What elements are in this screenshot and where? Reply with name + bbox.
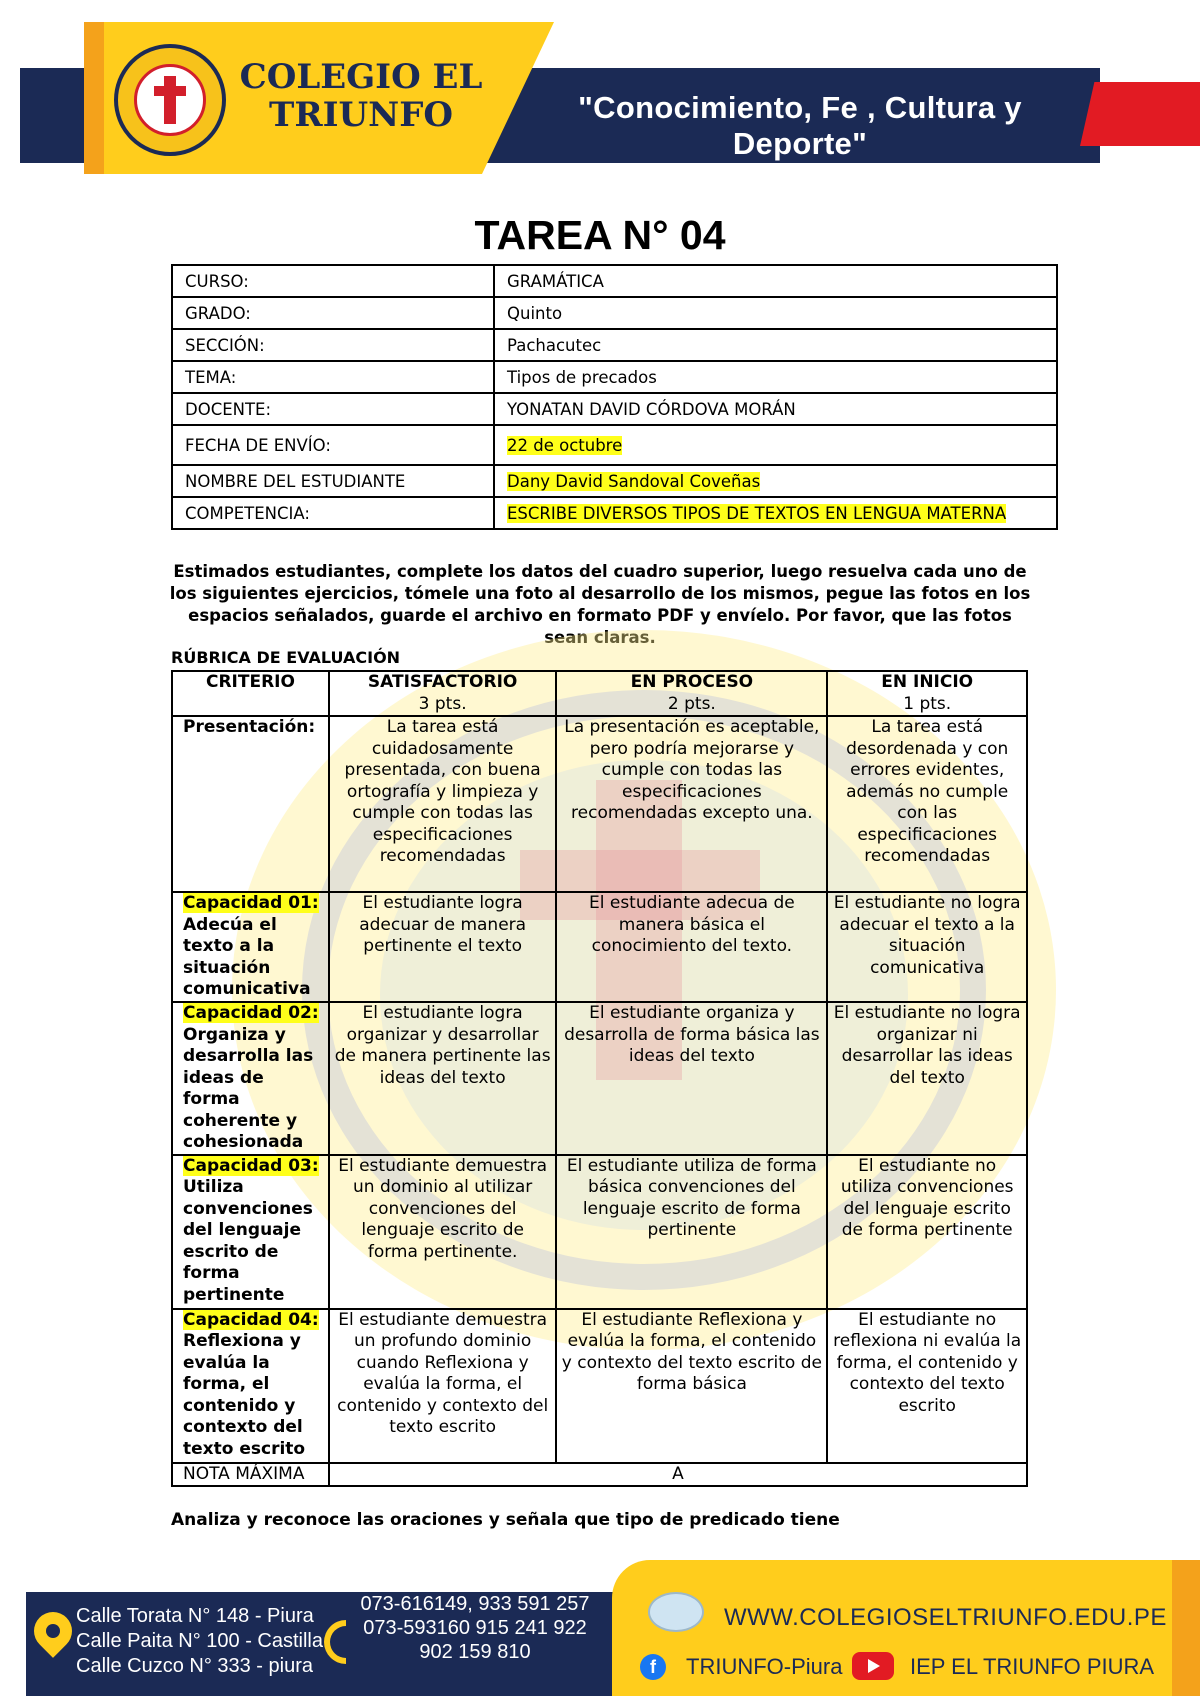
info-row-docente [172, 393, 1057, 425]
phone-line: 966 674 008 [419, 1569, 531, 1591]
info-table [171, 264, 1058, 530]
rubric-table [171, 670, 1028, 1487]
rubric-satisfactorio: El estudiante logra organizar y desarrollar de manera pertinente las ideas del texto [329, 1002, 556, 1155]
rubric-row [172, 1002, 1027, 1155]
capacidad-label: Capacidad 01: [183, 893, 319, 913]
address-line: Calle Paita N° 100 - Castilla [76, 1630, 323, 1652]
rubric-criterio: Presentación: [172, 716, 329, 892]
rubric-proceso: El estudiante adecua de manera básica el conocimiento del texto. [556, 892, 827, 1002]
info-value [494, 497, 1057, 529]
info-row-estudiante [172, 465, 1057, 497]
info-label: NOMBRE DEL ESTUDIANTE [172, 465, 494, 497]
footer-orange-stripe [1172, 1560, 1200, 1696]
instructions-text: Estimados estudiantes, complete los datos del cuadro superior, luego resuelva cada uno de los siguientes ejercicios, tómele una foto al desarrollo de los mismos, pegue las fotos en los espacios señalados, guarde el archivo en formato PDF y envíelo. Por favor, que las fotos sean claras. [169, 562, 1031, 647]
rubric-row [172, 716, 1027, 892]
info-row-competencia [172, 497, 1057, 529]
globe-icon [648, 1592, 704, 1632]
rubric-satisfactorio: La tarea está cuidadosamente presentada, con buena ortografía y limpieza y cumple con todas las especificaciones recomendadas [329, 716, 556, 892]
info-label: TEMA: [172, 361, 494, 393]
school-motto: "Conocimiento, Fe , Cultura y Deporte" [578, 90, 1022, 161]
rubric-satisfactorio: El estudiante demuestra un dominio al utilizar convenciones del lenguaje escrito de forma pertinente. [329, 1155, 556, 1309]
info-row-tema [172, 361, 1057, 393]
youtube-link[interactable]: IEP EL TRIUNFO PIURA [910, 1654, 1155, 1679]
rubric-satisfactorio: El estudiante logra adecuar de manera pertinente el texto [329, 892, 556, 1002]
exercise-instruction: Analiza y reconoce las oraciones y señala que tipo de predicado tiene [171, 1510, 840, 1530]
rubric-nota-row [172, 1463, 1027, 1487]
student-name: Dany David Sandoval Coveñas [507, 471, 761, 491]
info-value: Tipos de precados [494, 361, 1057, 393]
info-label: FECHA DE ENVÍO: [172, 425, 494, 465]
info-label: CURSO: [172, 265, 494, 297]
rubric-criterio: Capacidad 04: Reflexiona y evalúa la forma, el contenido y contexto del texto escrito [172, 1309, 329, 1463]
rubric-row [172, 1155, 1027, 1309]
info-value: Pachacutec [494, 329, 1057, 361]
rubric-criterio: Capacidad 03: Utiliza convenciones del lenguaje escrito de forma pertinente [172, 1155, 329, 1309]
facebook-icon[interactable]: f [640, 1654, 666, 1680]
address-line: Calle Torata N° 148 - Piura [76, 1605, 314, 1627]
rubric-criterio: Capacidad 02: Organiza y desarrolla las ideas de forma coherente y cohesionada [172, 1002, 329, 1155]
phone-line: 073-616149, 933 591 257 [360, 1593, 590, 1615]
info-row-fecha [172, 425, 1057, 465]
info-label: GRADO: [172, 297, 494, 329]
info-label: SECCIÓN: [172, 329, 494, 361]
school-name: COLEGIO EL TRIUNFO [239, 57, 483, 135]
rubric-satisfactorio: El estudiante demuestra un profundo dominio cuando Reflexiona y evalúa la forma, el contenido y contexto del texto escrito [329, 1309, 556, 1463]
rubric-inicio: El estudiante no utiliza convenciones del lenguaje escrito de forma pertinente [827, 1155, 1027, 1309]
phone-line: 902 159 810 [419, 1641, 531, 1663]
competencia-value: ESCRIBE DIVERSOS TIPOS DE TEXTOS EN LENGUA MATERNA [507, 503, 1007, 523]
capacidad-label: Capacidad 02: [183, 1003, 319, 1023]
location-pin-dot [46, 1624, 60, 1638]
rubric-title: RÚBRICA DE EVALUACIÓN [171, 648, 401, 667]
info-value [494, 425, 1057, 465]
rubric-proceso: El estudiante Reflexiona y evalúa la forma, el contenido y contexto del texto escrito de forma básica [556, 1309, 827, 1463]
footer-phones [350, 1568, 600, 1664]
youtube-icon[interactable] [852, 1652, 894, 1680]
rubric-row [172, 1309, 1027, 1463]
col-header-inicio: EN INICIO 1 pts. [827, 671, 1027, 716]
header-red-stripe [1080, 82, 1200, 146]
nota-label: NOTA MÁXIMA [172, 1463, 329, 1487]
rubric-inicio: El estudiante no logra adecuar el texto a la situación comunicativa [827, 892, 1027, 1002]
nota-value: A [329, 1463, 1027, 1487]
info-value: GRAMÁTICA [494, 265, 1057, 297]
rubric-proceso: El estudiante utiliza de forma básica convenciones del lenguaje escrito de forma pertinente [556, 1155, 827, 1309]
rubric-header-row [172, 671, 1027, 716]
website-link[interactable]: WWW.COLEGIOSELTRIUNFO.EDU.PE [724, 1604, 1167, 1631]
col-header-criterio: CRITERIO [172, 671, 329, 716]
address-line: Calle Cuzco N° 333 - piura [76, 1655, 313, 1677]
info-value [494, 465, 1057, 497]
rubric-proceso: La presentación es aceptable, pero podría mejorarse y cumple con todas las especificaciones recomendadas excepto una. [556, 716, 827, 892]
info-value: YONATAN DAVID CÓRDOVA MORÁN [494, 393, 1057, 425]
info-value: Quinto [494, 297, 1057, 329]
info-row-curso [172, 265, 1057, 297]
fecha-value: 22 de octubre [507, 435, 623, 455]
phone-line: 073-593160 915 241 922 [363, 1617, 587, 1639]
capacidad-label: Capacidad 04: [183, 1309, 319, 1330]
rubric-criterio: Capacidad 01: Adecúa el texto a la situación comunicativa [172, 892, 329, 1002]
rubric-inicio: La tarea está desordenada y con errores evidentes, además no cumple con las especificaciones recomendadas [827, 716, 1027, 892]
footer-addresses [76, 1604, 323, 1679]
info-row-seccion [172, 329, 1057, 361]
rubric-proceso: El estudiante organiza y desarrolla de forma básica las ideas del texto [556, 1002, 827, 1155]
facebook-link[interactable]: TRIUNFO-Piura [686, 1654, 843, 1679]
school-seal-icon [114, 44, 226, 156]
info-label: COMPETENCIA: [172, 497, 494, 529]
info-row-grado [172, 297, 1057, 329]
info-label: DOCENTE: [172, 393, 494, 425]
header-orange-stripe [84, 22, 106, 174]
rubric-inicio: El estudiante no logra organizar ni desarrollar las ideas del texto [827, 1002, 1027, 1155]
page-title: TAREA N° 04 [474, 212, 726, 258]
col-header-proceso: EN PROCESO 2 pts. [556, 671, 827, 716]
capacidad-label: Capacidad 03: [183, 1155, 319, 1176]
rubric-inicio: El estudiante no reflexiona ni evalúa la forma, el contenido y contexto del texto escrito [827, 1309, 1027, 1463]
rubric-row [172, 892, 1027, 1002]
col-header-satisfactorio: SATISFACTORIO 3 pts. [329, 671, 556, 716]
